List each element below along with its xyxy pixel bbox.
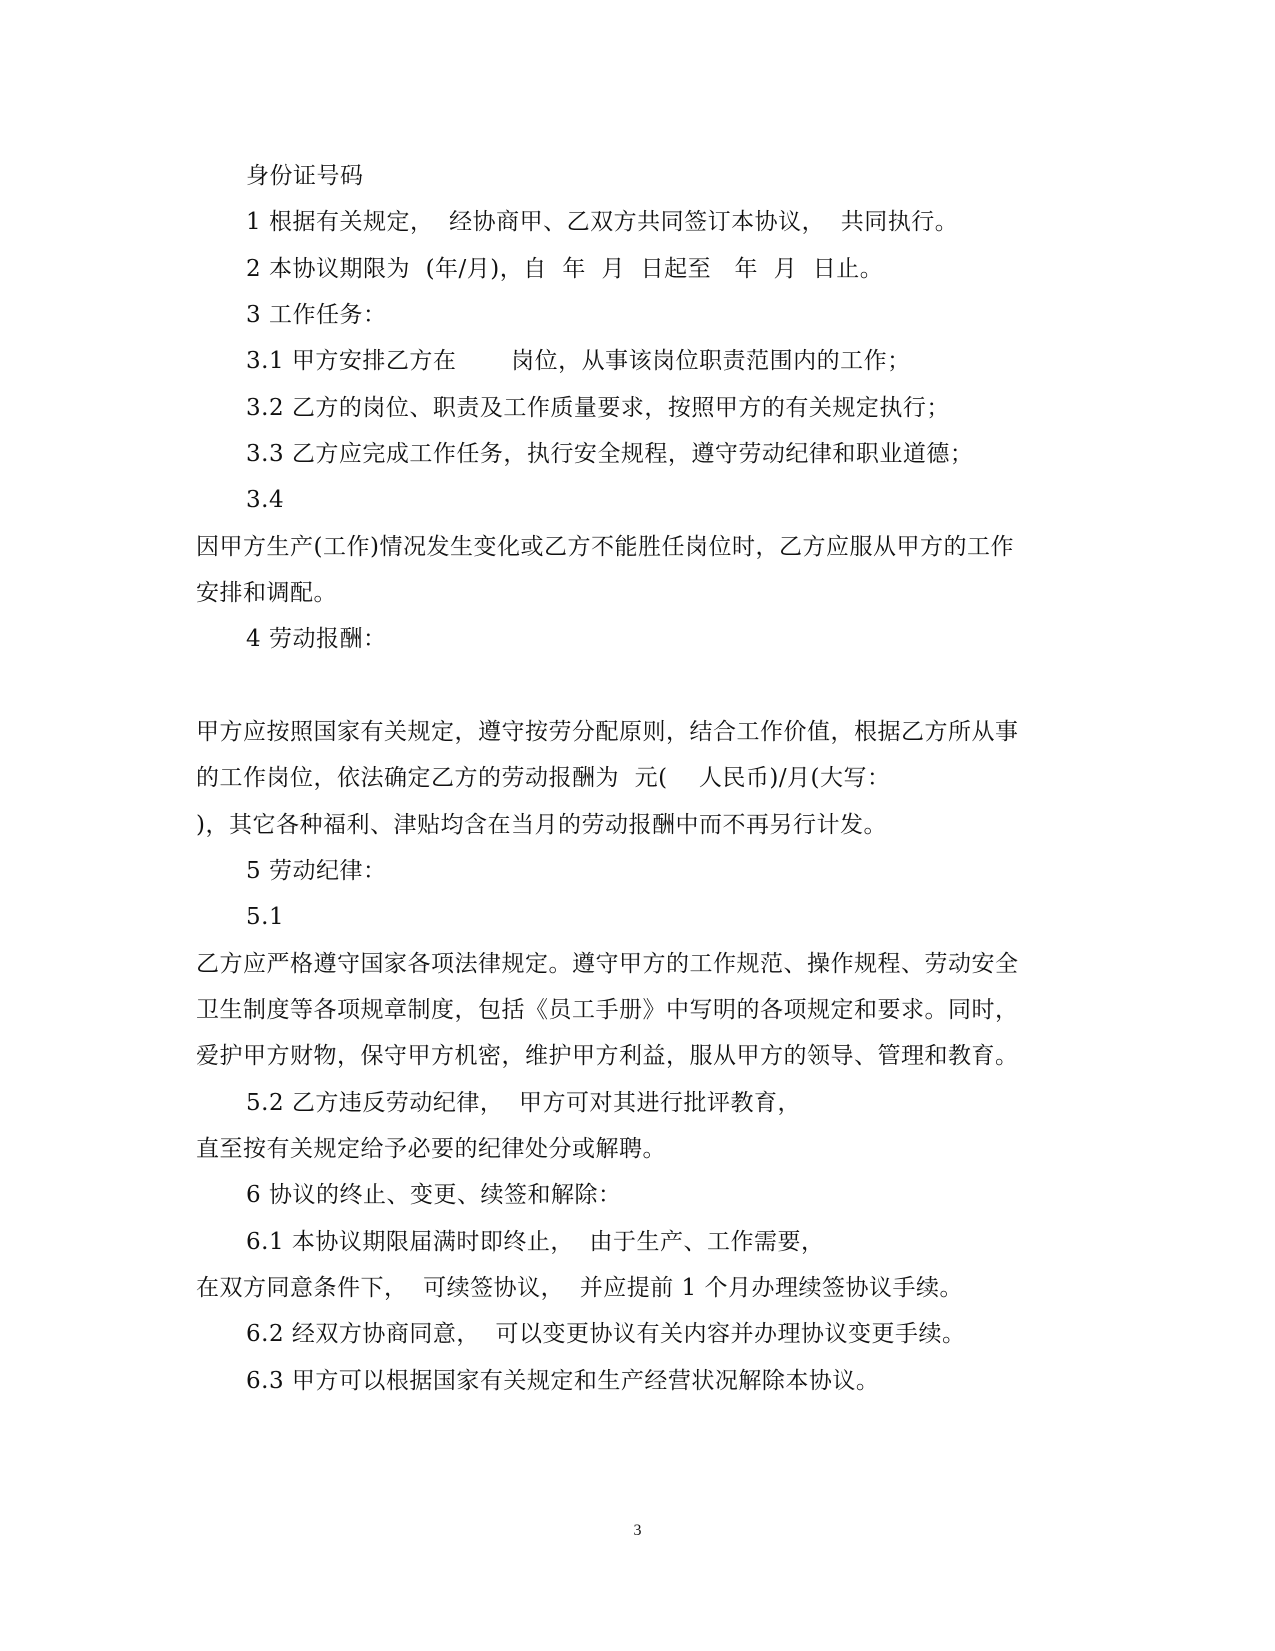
clause-3-4-number: 3.4 [246,487,285,513]
clause-4-text-line-2: 的工作岗位，依法确定乙方的劳动报酬为 元( 人民币)/月(大写： [196,765,891,791]
clause-5-1-text-line-1: 乙方应严格遵守国家各项法律规定。遵守甲方的工作规范、操作规程、劳动安全 [196,951,1019,977]
clause-1: 1 根据有关规定， 经协商甲、乙双方共同签订本协议， 共同执行。 [246,209,959,235]
clause-6-heading: 6 协议的终止、变更、续签和解除： [246,1182,622,1208]
page-number: 3 [633,1522,642,1539]
clause-5-1-number: 5.1 [246,904,285,930]
clause-4-text-line-3: )，其它各种福利、津贴均含在当月的劳动报酬中而不再另行计发。 [196,812,887,838]
clause-2: 2 本协议期限为 (年/月)，自 年 月 日起至 年 月 日止。 [246,256,884,282]
clause-5-2-continued: 直至按有关规定给予必要的纪律处分或解聘。 [196,1136,666,1162]
clause-6-3: 6.3 甲方可以根据国家有关规定和生产经营状况解除本协议。 [246,1368,880,1394]
clause-5-heading: 5 劳动纪律： [246,858,387,884]
clause-6-2: 6.2 经双方协商同意， 可以变更协议有关内容并办理协议变更手续。 [246,1321,966,1347]
clause-3-1: 3.1 甲方安排乙方在 岗位，从事该岗位职责范围内的工作； [246,348,911,374]
clause-4-heading: 4 劳动报酬： [246,626,387,652]
clause-5-2: 5.2 乙方违反劳动纪律， 甲方可对其进行批评教育， [246,1090,802,1116]
clause-3-3: 3.3 乙方应完成工作任务，执行安全规程，遵守劳动纪律和职业道德； [246,441,974,467]
clause-3-4-text-line-2: 安排和调配。 [196,580,337,606]
clause-6-1: 6.1 本协议期限届满时即终止， 由于生产、工作需要， [246,1229,825,1255]
clause-5-1-text-line-2: 卫生制度等各项规章制度，包括《员工手册》中写明的各项规定和要求。同时， [196,997,1019,1023]
clause-3-4-text-line-1: 因甲方生产(工作)情况发生变化或乙方不能胜任岗位时，乙方应服从甲方的工作 [196,534,1014,560]
clause-3-heading: 3 工作任务： [246,302,387,328]
clause-4-text-line-1: 甲方应按照国家有关规定，遵守按劳分配原则，结合工作价值，根据乙方所从事 [196,719,1019,745]
id-number-label: 身份证号码 [246,163,364,189]
clause-5-1-text-line-3: 爱护甲方财物，保守甲方机密，维护甲方利益，服从甲方的领导、管理和教育。 [196,1043,1019,1069]
clause-3-2: 3.2 乙方的岗位、职责及工作质量要求，按照甲方的有关规定执行； [246,395,950,421]
clause-6-1-continued: 在双方同意条件下， 可续签协议， 并应提前 1 个月办理续签协议手续。 [196,1275,963,1301]
